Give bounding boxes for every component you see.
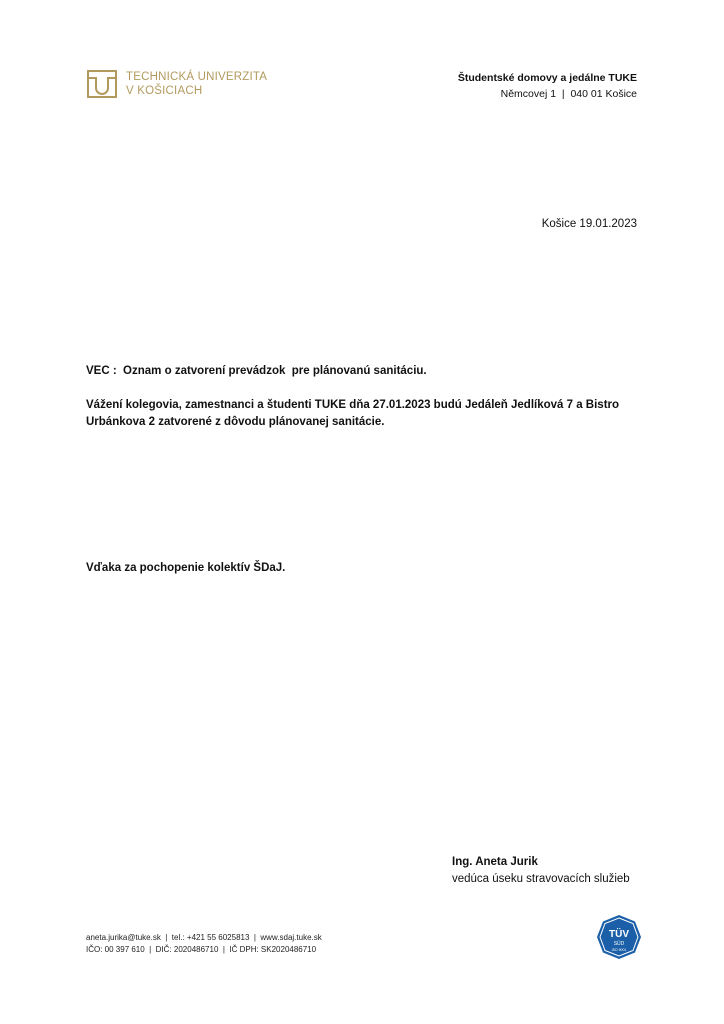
- body-paragraph: Vážení kolegovia, zamestnanci a študenti TUKE dňa 27.01.2023 budú Jedáleň Jedlíková 7 a Bistro Urbánkova 2 zatvorené z dôvodu plánovanej sanitácie.: [86, 399, 620, 428]
- closing-line: Vďaka za pochopenie kolektív ŠDaJ.: [86, 562, 286, 574]
- badge-text-sud: SÜD: [613, 941, 625, 947]
- footer-contact: [86, 932, 322, 956]
- university-name-line2: V KOŠICIACH: [126, 85, 203, 97]
- signature-block: [452, 854, 630, 888]
- tuke-logo-icon: [86, 68, 118, 100]
- subject-line: VEC : Oznam o zatvorení prevádzok pre plánovanú sanitáciu.: [86, 365, 427, 377]
- university-logo: [86, 68, 267, 100]
- tuv-sud-certification-icon: [596, 914, 642, 960]
- university-name: [126, 70, 267, 98]
- signatory-title: vedúca úseku stravovacích služieb: [452, 873, 630, 885]
- document-date: Košice 19.01.2023: [541, 218, 637, 230]
- university-name-line1: TECHNICKÁ UNIVERZITA: [126, 71, 268, 83]
- footer-line1: aneta.jurika@tuke.sk | tel.: +421 55 6025813 | www.sdaj.tuke.sk: [86, 933, 322, 942]
- organization-address: Němcovej 1 | 040 01 Košice: [500, 88, 637, 100]
- organization-header: [458, 70, 637, 102]
- footer-line2: IČO: 00 397 610 | DIČ: 2020486710 | IČ DPH: SK2020486710: [86, 945, 317, 954]
- signatory-name: Ing. Aneta Jurik: [452, 856, 538, 868]
- organization-name: Študentské domovy a jedálne TUKE: [457, 72, 637, 84]
- badge-text-iso: ISO 9001: [611, 948, 627, 952]
- badge-text-tuv: TÜV: [609, 929, 629, 940]
